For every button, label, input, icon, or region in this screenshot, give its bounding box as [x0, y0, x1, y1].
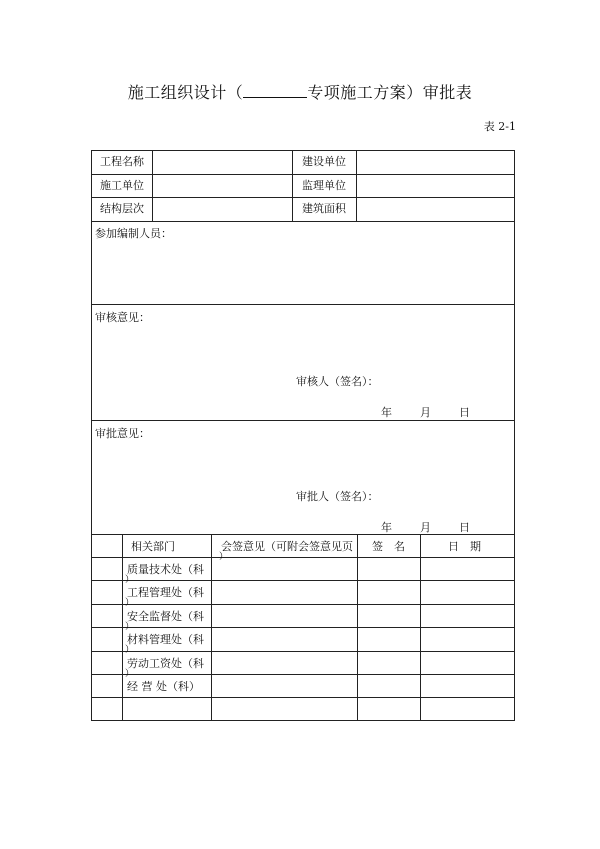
table-line [91, 534, 515, 535]
department-operations: 经 营 处（科） [127, 680, 200, 693]
table-line [91, 150, 92, 721]
table-line [91, 580, 515, 581]
table-line [514, 150, 515, 721]
project-name-label: 工程名称 [100, 155, 144, 168]
overflow-mark: ） [125, 645, 135, 655]
reviewer-signature-label: 审核人（签名）： [296, 375, 379, 388]
structure-levels-label: 结构层次 [100, 202, 144, 215]
building-area-label: 建筑面积 [302, 202, 346, 215]
table-line [91, 557, 515, 558]
review-opinion-label: 审核意见： [95, 311, 150, 324]
table-line [211, 534, 212, 721]
approval-opinion-label: 审批意见： [95, 427, 150, 440]
table-line [420, 534, 421, 721]
table-line [91, 604, 515, 605]
table-line [356, 150, 357, 221]
table-line [152, 150, 153, 221]
overflow-mark: ） [219, 552, 229, 562]
header-opinion: 会签意见（可附会签意见页 [221, 540, 353, 553]
overflow-mark: ） [125, 669, 135, 679]
construction-unit-label: 施工单位 [100, 179, 144, 192]
title-prefix: 施工组织设计（ [127, 83, 244, 102]
overflow-mark: ） [125, 598, 135, 608]
overflow-mark: ） [125, 575, 135, 585]
header-signature: 签 名 [372, 540, 405, 553]
title-blank [243, 83, 307, 98]
supervision-unit-label: 监理单位 [302, 179, 346, 192]
header-department: 相关部门 [131, 540, 175, 553]
form-number: 表 2-1 [483, 120, 516, 133]
table-line [91, 304, 515, 305]
table-line [91, 651, 515, 652]
department-engineering: 工程管理处（科 [127, 586, 204, 599]
table-line [91, 720, 515, 721]
page-title [0, 80, 600, 103]
title-suffix: 专项施工方案）审批表 [307, 83, 473, 102]
department-labor-wages: 劳动工资处（科 [127, 657, 204, 670]
client-unit-label: 建设单位 [302, 155, 346, 168]
table-line [122, 534, 123, 721]
header-date: 日 期 [448, 540, 481, 553]
department-materials: 材料管理处（科 [127, 633, 204, 646]
table-line [91, 197, 515, 198]
department-safety: 安全监督处（科 [127, 610, 204, 623]
table-line [292, 150, 293, 221]
table-line [91, 697, 515, 698]
table-line [91, 221, 515, 222]
table-line [91, 674, 515, 675]
approver-signature-label: 审批人（签名）： [296, 490, 379, 503]
table-line [91, 150, 515, 151]
department-quality-tech: 质量技术处（科 [127, 563, 204, 576]
overflow-mark: ） [125, 622, 135, 632]
review-date: 年 月 日 [381, 406, 472, 419]
approval-date: 年 月 日 [381, 521, 472, 534]
table-line [91, 627, 515, 628]
participants-label: 参加编制人员： [95, 227, 172, 240]
table-line [91, 174, 515, 175]
table-line [91, 420, 515, 421]
table-line [357, 534, 358, 721]
